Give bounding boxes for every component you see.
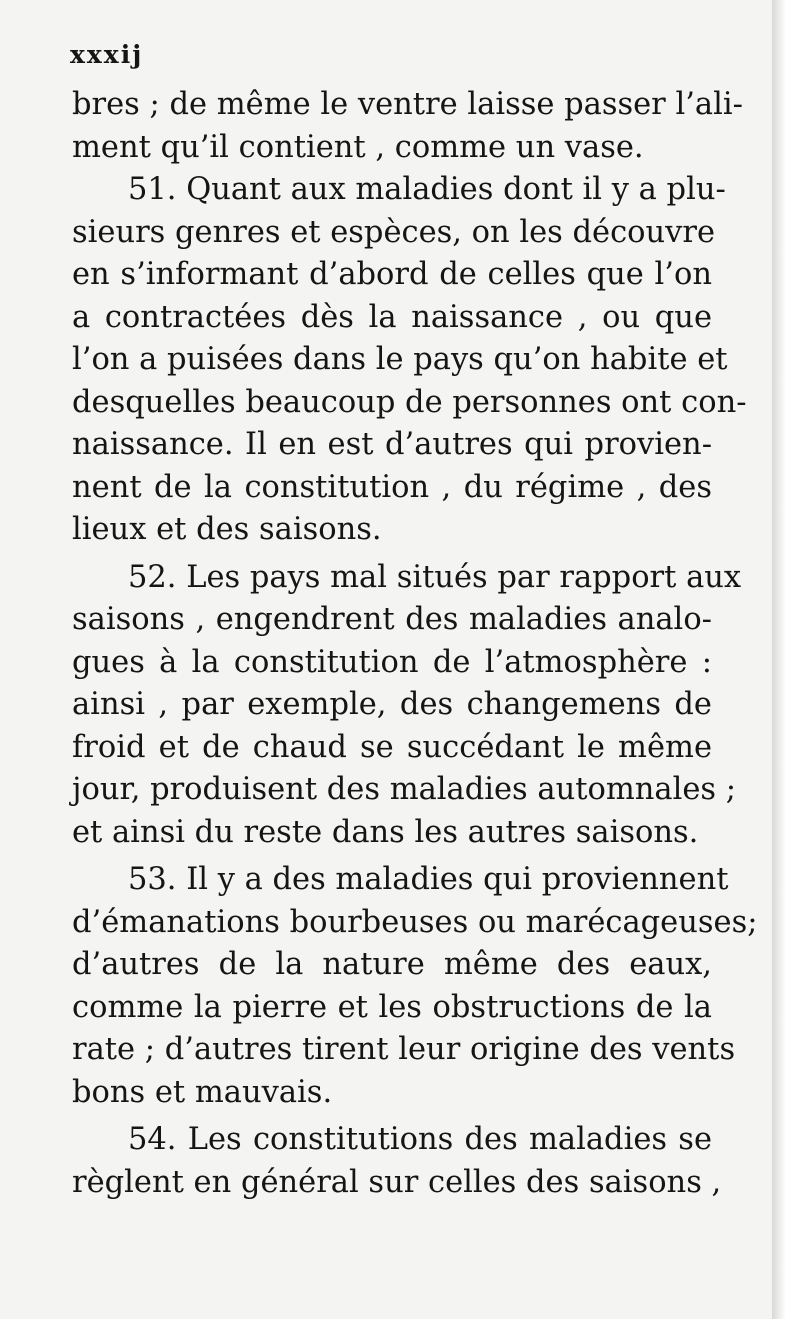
text-line: l’on a puisées dans le pays qu’on habite et <box>72 342 728 377</box>
text-line: 51. Quant aux maladies dont il y a plu- <box>128 172 726 207</box>
text-line: bres ; de même le ventre laisse passer l’ali- <box>72 87 743 122</box>
text-line: lieux et des saisons. <box>72 512 382 547</box>
text-line: 52. Les pays mal situés par rapport aux <box>128 559 742 595</box>
page-number: xxxij <box>70 40 144 69</box>
page-edge-shadow <box>772 0 786 1319</box>
text-line: saisons , engendrent des maladies analo- <box>72 602 712 637</box>
text-line: ainsi , par exemple, des changemens de <box>72 687 712 722</box>
text-line: sieurs genres et espèces, on les découvre <box>72 214 716 250</box>
text-line: naissance. Il en est d’autres qui provien- <box>72 427 712 462</box>
text-line: desquelles beaucoup de personnes ont con- <box>72 384 747 420</box>
text-line: gues à la constitution de l’atmosphère : <box>72 644 712 680</box>
text-line: en s’informant d’abord de celles que l’on <box>72 257 712 292</box>
text-line: jour, produisent des maladies automnales ; <box>72 772 737 807</box>
text-line: et ainsi du reste dans les autres saisons. <box>72 814 699 850</box>
body-text <box>72 84 758 1204</box>
text-line: comme la pierre et les obstructions de la <box>72 989 712 1025</box>
paragraph-51 <box>72 169 747 552</box>
text-line: froid et de chaud se succédant le même <box>72 729 712 765</box>
text-line: rate ; d’autres tirent leur origine des vents <box>72 1032 736 1067</box>
text-line: règlent en général sur celles des saisons , <box>72 1164 722 1200</box>
text-line: 53. Il y a des maladies qui proviennent <box>128 862 729 897</box>
paragraph-54 <box>72 1119 722 1204</box>
text-line: ment qu’il contient , comme un vase. <box>72 129 644 165</box>
paragraph-52 <box>72 557 742 855</box>
text-line: a contractées dès la naissance , ou que <box>72 299 712 335</box>
text-line: nent de la constitution , du régime , des <box>72 469 712 505</box>
text-line: bons et mauvais. <box>72 1074 333 1110</box>
text-line: d’émanations bourbeuses ou marécageuses; <box>72 904 758 940</box>
paragraph-continuation <box>72 84 743 169</box>
paragraph-53 <box>72 859 758 1114</box>
text-line: 54. Les constitutions des maladies se <box>128 1122 712 1157</box>
text-line: d’autres de la nature même des eaux, <box>72 947 712 982</box>
